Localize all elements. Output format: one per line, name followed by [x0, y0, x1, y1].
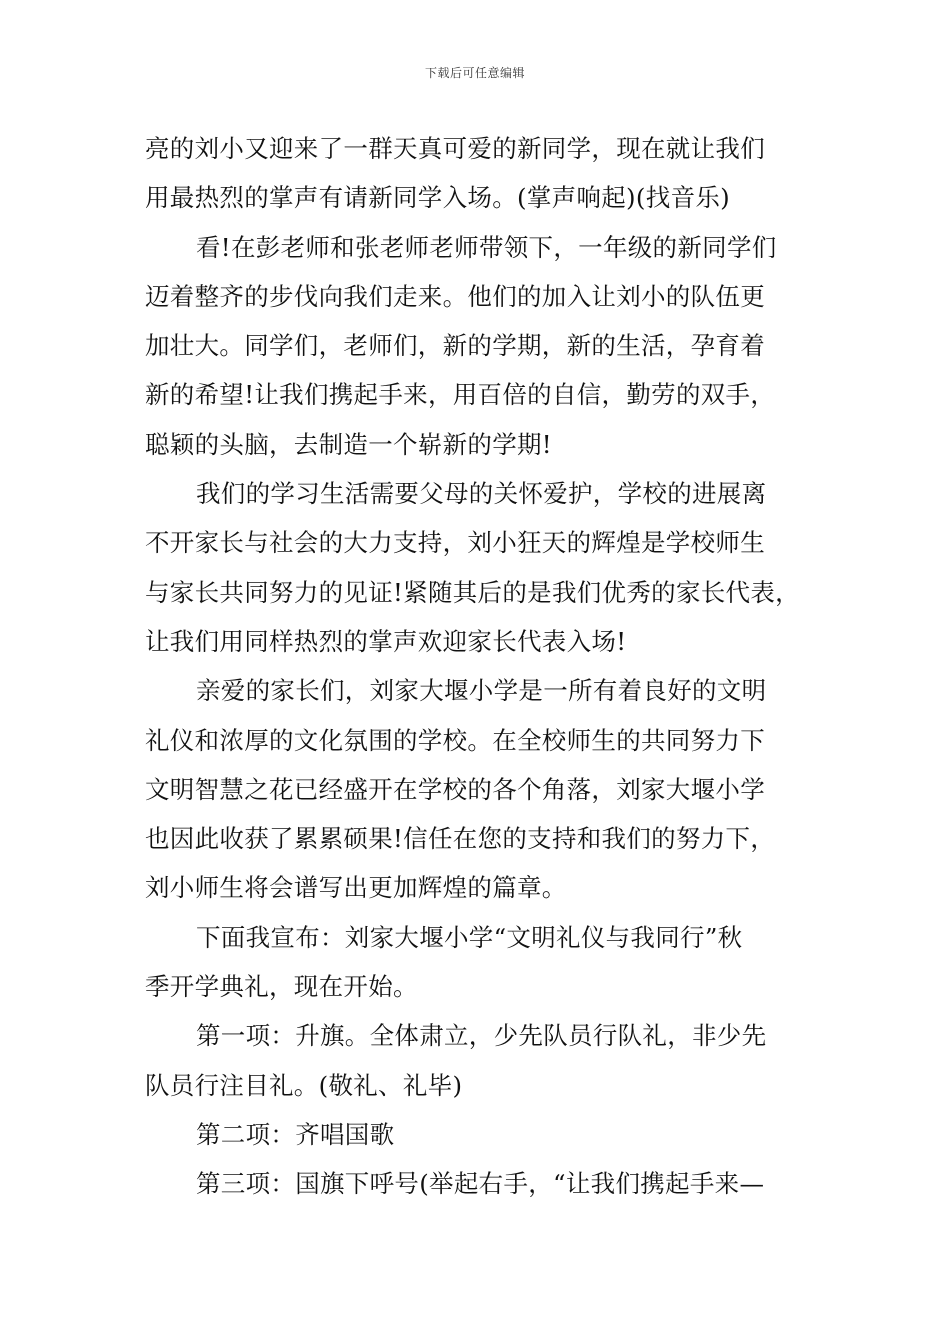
text-line: 与家长共同努力的见证!紧随其后的是我们优秀的家长代表， — [145, 577, 800, 607]
text-line: 亲爱的家长们，刘家大堰小学是一所有着良好的文明 — [196, 676, 767, 706]
text-line: 刘小师生将会谱写出更加辉煌的篇章。 — [145, 873, 567, 903]
text-line: 我们的学习生活需要父母的关怀爱护，学校的进展离 — [196, 479, 767, 509]
text-line: 第一项：升旗。全体肃立，少先队员行队礼，非少先 — [196, 1021, 767, 1051]
text-line: 礼仪和浓厚的文化氛围的学校。在全校师生的共同努力下 — [145, 725, 765, 755]
text-line: 聪颖的头脑，去制造一个崭新的学期! — [145, 429, 552, 459]
text-line: 第三项：国旗下呼号(举起右手，“让我们携起手来— — [196, 1169, 765, 1199]
text-line: 不开家长与社会的大力支持，刘小狂天的辉煌是学校师生 — [145, 528, 765, 558]
text-line: 新的希望!让我们携起手来，用百倍的自信，勤劳的双手， — [145, 380, 776, 410]
text-line: 季开学典礼，现在开始。 — [145, 972, 418, 1002]
text-line: 亮的刘小又迎来了一群天真可爱的新同学，现在就让我们 — [145, 134, 765, 163]
text-line: 迈着整齐的步伐向我们走来。他们的加入让刘小的队伍更 — [145, 281, 765, 311]
text-line: 第二项：齐唱国歌 — [196, 1119, 395, 1149]
page-header: 下载后可任意编辑 — [424, 66, 525, 80]
text-line: 用最热烈的掌声有请新同学入场。(掌声响起)(找音乐) — [145, 183, 731, 213]
text-line: 队员行注目礼。(敬礼、礼毕) — [145, 1070, 463, 1100]
document-body — [145, 124, 817, 1209]
text-line: 看!在彭老师和张老师老师带领下，一年级的新同学们 — [196, 232, 777, 262]
text-line: 下面我宣布：刘家大堰小学“文明礼仪与我同行”秋 — [196, 922, 743, 952]
text-line: 也因此收获了累累硕果!信任在您的支持和我们的努力下， — [145, 824, 776, 854]
text-line: 加壮大。同学们，老师们，新的学期，新的生活，孕育着 — [145, 331, 765, 361]
text-line: 文明智慧之花已经盛开在学校的各个角落，刘家大堰小学 — [145, 774, 765, 804]
text-line: 让我们用同样热烈的掌声欢迎家长代表入场! — [145, 626, 627, 656]
